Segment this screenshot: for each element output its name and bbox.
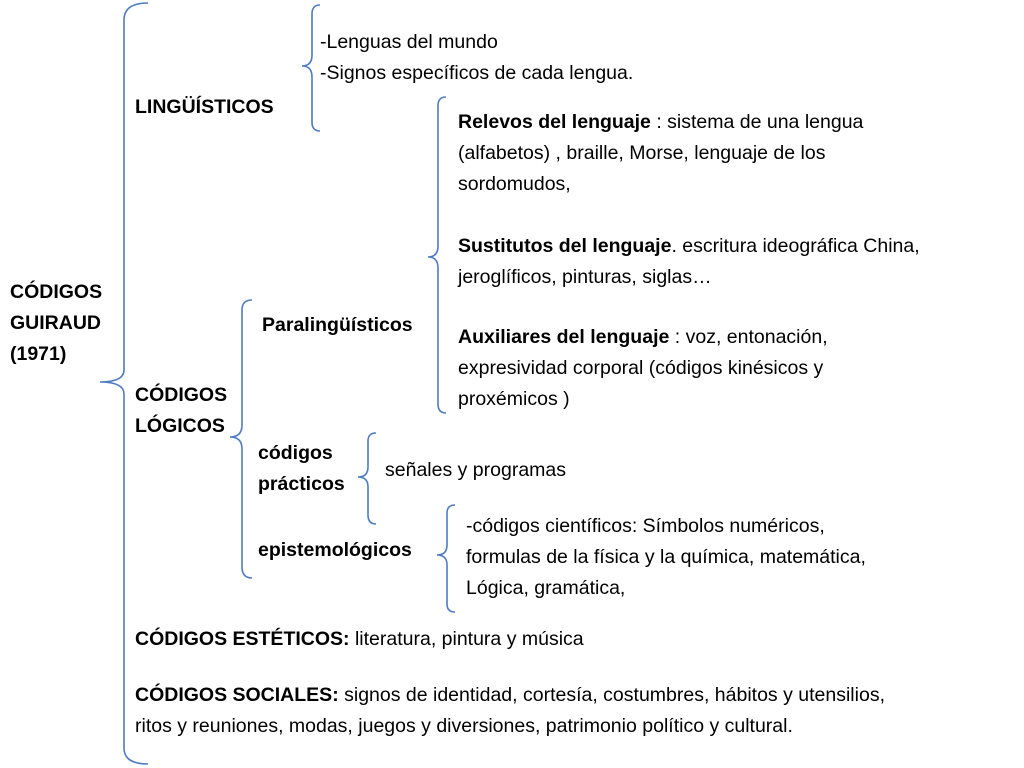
sustitutos-line-1: . escritura ideográfica China, — [671, 235, 920, 257]
linguisticos-bracket — [302, 5, 320, 131]
root-line-1: CÓDIGOS — [10, 281, 103, 303]
paralinguisticos-bracket — [428, 97, 446, 413]
auxiliares-term: Auxiliares del lenguaje — [458, 326, 670, 348]
epistemologicos-block — [466, 511, 866, 604]
sociales-term: CÓDIGOS SOCIALES: — [135, 684, 339, 706]
epistemologicos-line-3: Lógica, gramática, — [466, 577, 626, 599]
relevos-term: Relevos del lenguaje — [458, 111, 651, 133]
practicos-desc: señales y programas — [385, 459, 567, 481]
epistemologicos-line-1: -códigos científicos: Símbolos numéricos, — [466, 515, 825, 537]
sustitutos-term: Sustitutos del lenguaje — [458, 235, 672, 257]
paralinguisticos-label: Paralingüísticos — [262, 314, 413, 336]
practicos-bracket — [358, 433, 376, 524]
linguisticos-item-1: -Lenguas del mundo — [320, 31, 498, 53]
sociales-line-2: ritos y reuniones, modas, juegos y diversiones, patrimonio político y cultural. — [135, 715, 793, 737]
linguisticos-items — [320, 27, 633, 89]
logicos-line-2: LÓGICOS — [135, 415, 225, 437]
root-line-2: GUIRAUD — [10, 312, 101, 334]
esteticos-desc: literatura, pintura y música — [349, 628, 584, 650]
auxiliares-block — [458, 322, 828, 415]
auxiliares-line-2: expresividad corporal (códigos kinésicos y — [458, 357, 824, 379]
sustitutos-block — [458, 231, 920, 293]
logicos-bracket — [230, 300, 252, 578]
practicos-label — [258, 438, 345, 500]
relevos-line-1: : sistema de una lengua — [650, 111, 864, 133]
practicos-line-2: prácticos — [258, 473, 345, 495]
linguisticos-label: LINGÜÍSTICOS — [135, 96, 274, 118]
auxiliares-line-1: : voz, entonación, — [669, 326, 828, 348]
logicos-label — [135, 380, 227, 442]
sociales-block — [135, 680, 885, 742]
root-line-3: (1971) — [10, 343, 67, 365]
relevos-line-3: sordomudos, — [458, 173, 571, 195]
epistemologicos-bracket — [437, 505, 455, 612]
logicos-line-1: CÓDIGOS — [135, 384, 228, 406]
linguisticos-item-2: -Signos específicos de cada lengua. — [320, 62, 634, 84]
practicos-line-1: códigos — [258, 442, 333, 464]
sustitutos-line-2: jeroglíficos, pinturas, siglas… — [458, 266, 712, 288]
root-label — [10, 277, 102, 370]
epistemologicos-label: epistemológicos — [258, 539, 412, 561]
relevos-block — [458, 107, 863, 200]
esteticos-term: CÓDIGOS ESTÉTICOS: — [135, 628, 350, 650]
auxiliares-line-3: proxémicos ) — [458, 388, 570, 410]
sociales-line-1: signos de identidad, cortesía, costumbres, hábitos y utensilios, — [338, 684, 885, 706]
relevos-line-2: (alfabetos) , braille, Morse, lenguaje de los — [458, 142, 826, 164]
esteticos-row — [135, 624, 584, 655]
epistemologicos-line-2: formulas de la física y la química, matemática, — [466, 546, 866, 568]
